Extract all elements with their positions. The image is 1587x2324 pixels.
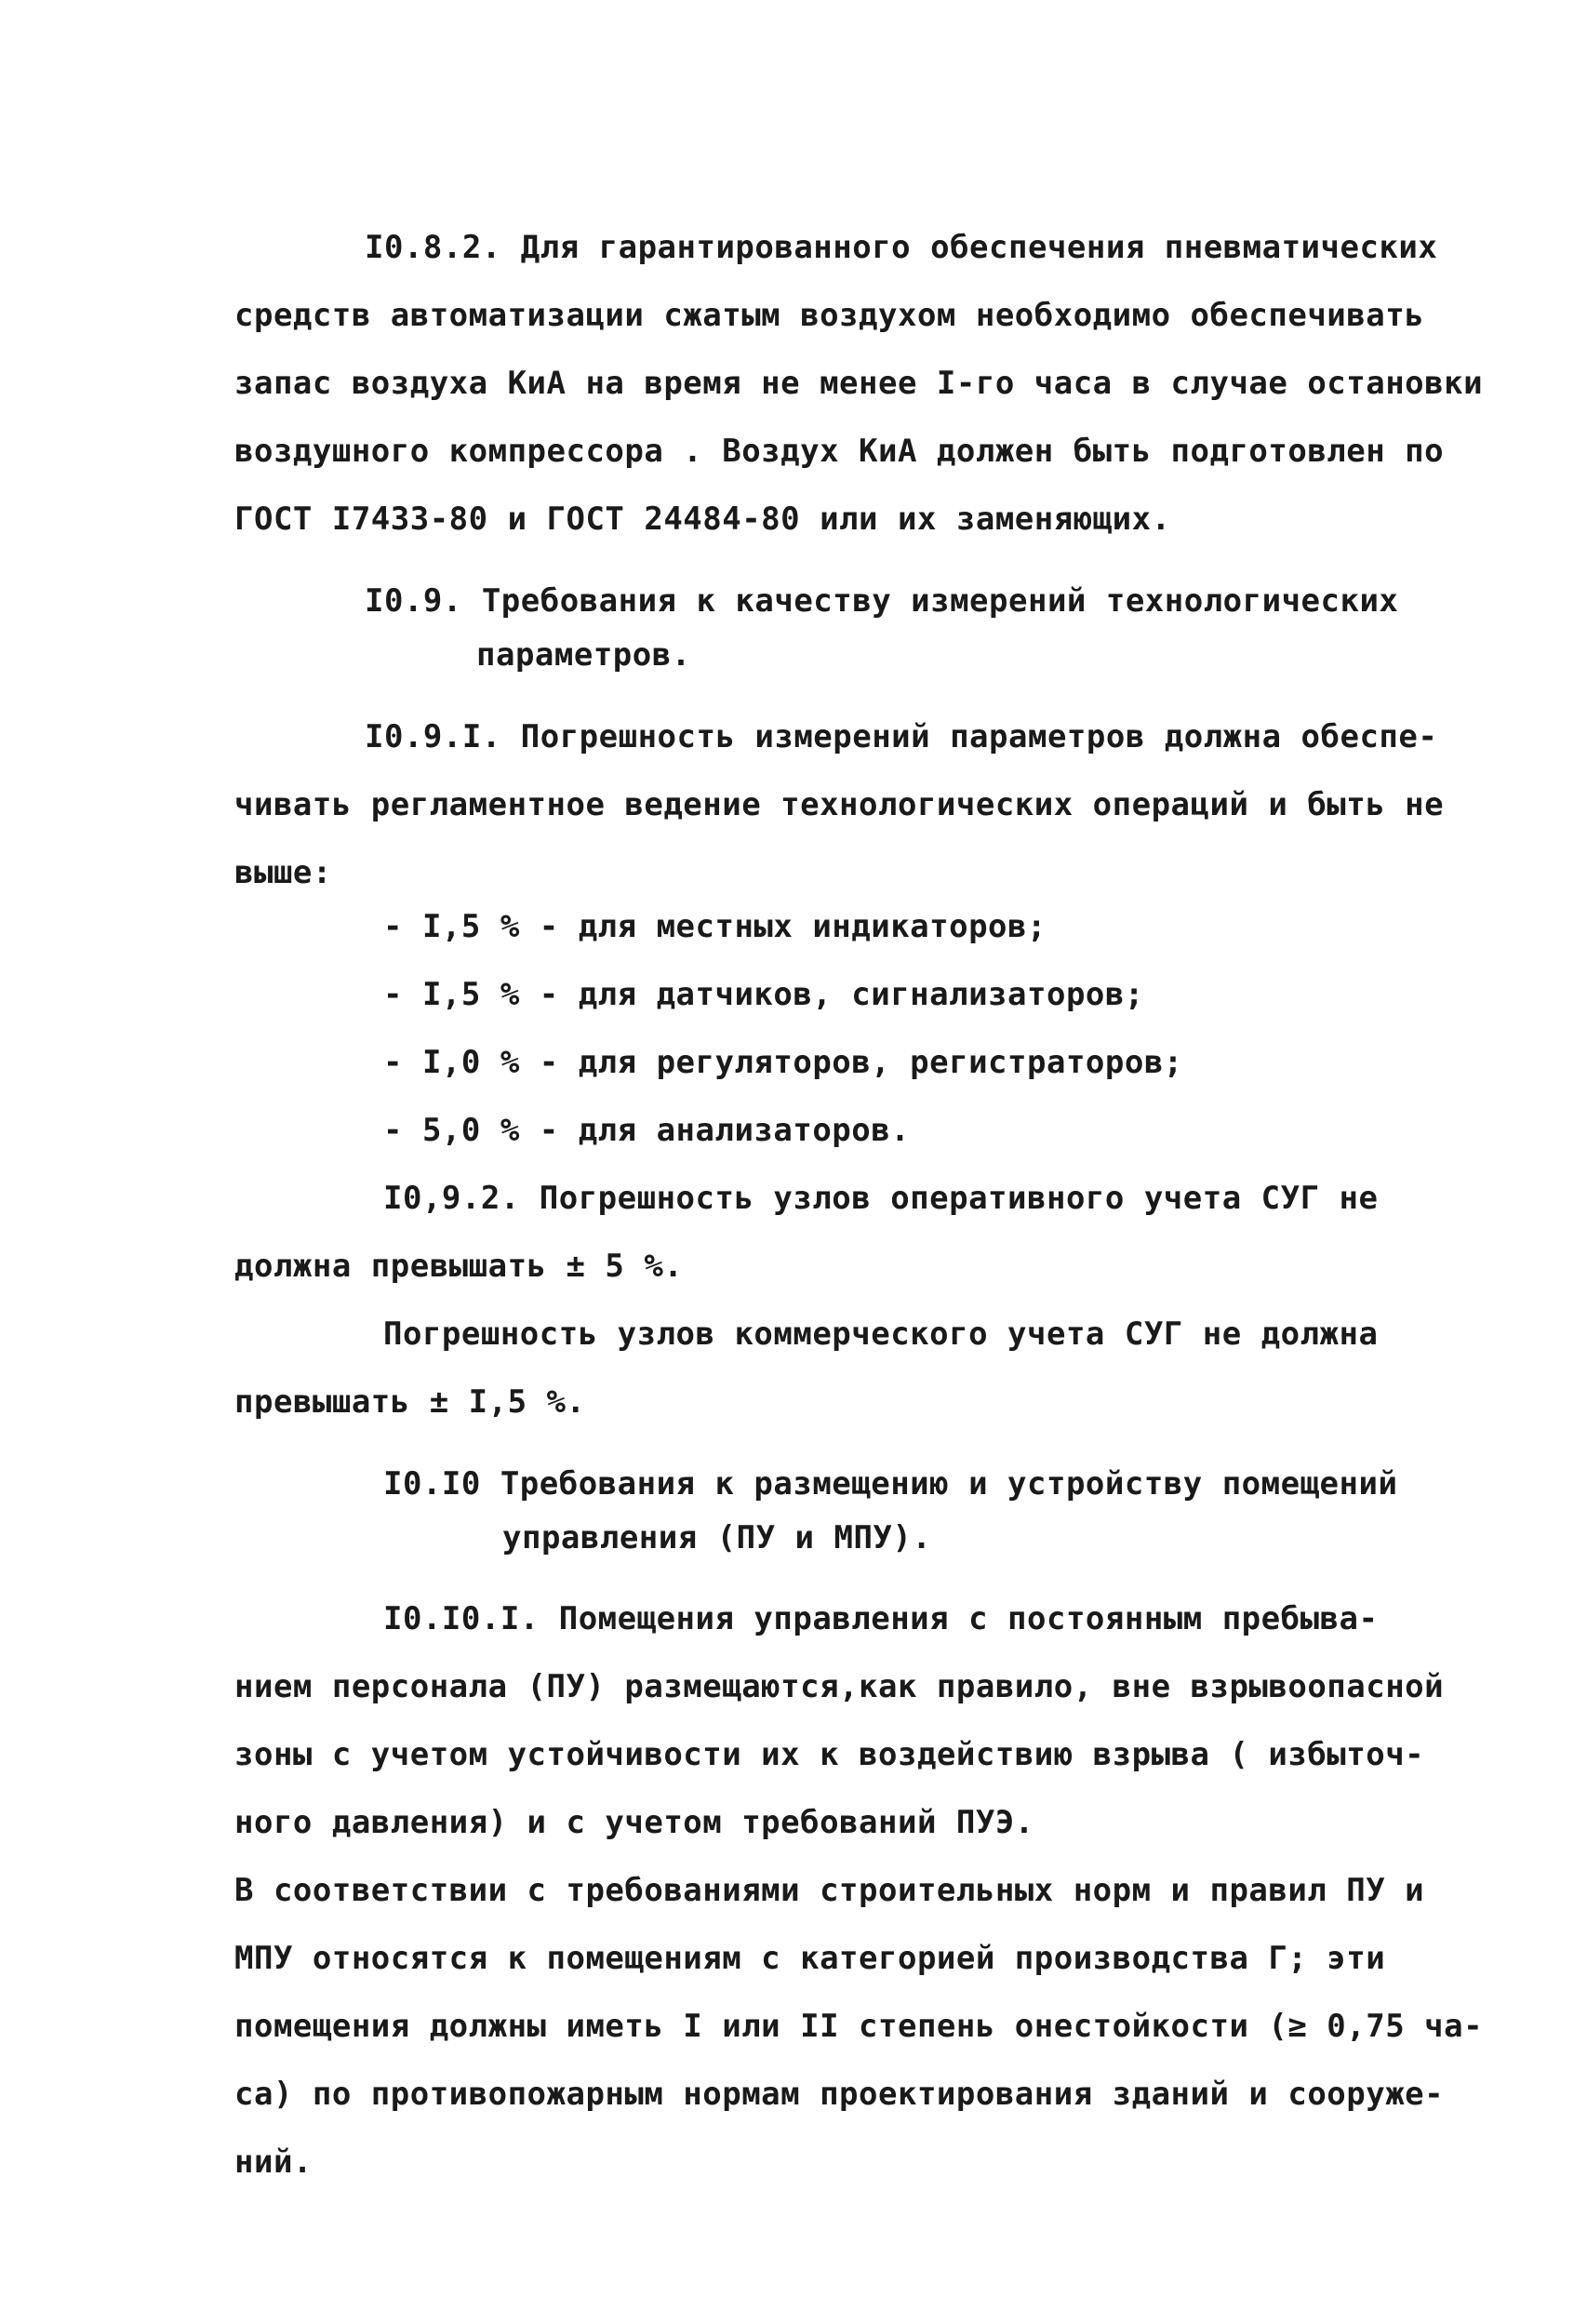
- clause-10-9-1-line-2: чивать регламентное ведение технологических операций и быть не: [234, 786, 1445, 823]
- clause-10-10-1-line-1: I0.I0.I. Помещения управления с постоянным пребыва-: [383, 1600, 1379, 1637]
- clause-10-9-2-line-2: должна превышать ± 5 %.: [234, 1248, 684, 1285]
- clause-10-8-2-line-5: ГОСТ I7433-80 и ГОСТ 24484-80 или их заменяющих.: [234, 501, 1171, 538]
- clause-10-10-1-line-2: нием персонала (ПУ) размещаются,как правило, вне взрывоопасной: [234, 1668, 1445, 1705]
- clause-10-8-2-line-3: запас воздуха КиА на время не менее I-го часа в случае остановки: [234, 365, 1484, 402]
- clause-10-9-2-line-1: I0,9.2. Погрешность узлов оперативного учета СУГ не: [383, 1180, 1379, 1217]
- clause-10-9-1-line-1: I0.9.I. Погрешность измерений параметров должна обеспе-: [365, 718, 1438, 755]
- section-10-9-heading-line-1: I0.9. Требования к качеству измерений технологических: [365, 582, 1399, 620]
- fire-rating-line-4: са) по противопожарным нормам проектирования зданий и сооруже-: [234, 2076, 1445, 2113]
- clause-10-8-2-line-1: I0.8.2. Для гарантированного обеспечения пневматических: [365, 229, 1438, 266]
- list-item: - I,0 % - для регуляторов, регистраторов;: [383, 1044, 1183, 1081]
- clause-10-8-2-line-4: воздушного компрессора . Воздух КиА должен быть подготовлен по: [234, 433, 1445, 470]
- fire-rating-line-5: ний.: [234, 2144, 313, 2181]
- commercial-accuracy-line-1: Погрешность узлов коммерческого учета СУГ не должна: [383, 1316, 1379, 1353]
- fire-rating-line-2: МПУ относятся к помещениям с категорией производства Г; эти: [234, 1940, 1386, 1977]
- clause-10-8-2-line-2: средств автоматизации сжатым воздухом необходимо обеспечивать: [234, 297, 1425, 334]
- section-10-10-heading-line-1: I0.I0 Требования к размещению и устройству помещений: [383, 1465, 1398, 1503]
- fire-rating-line-3: помещения должны иметь I или II степень онестойкости (≥ 0,75 ча-: [234, 2008, 1484, 2045]
- list-item: - I,5 % - для датчиков, сигнализаторов;: [383, 976, 1144, 1013]
- section-10-10-heading-line-2: управления (ПУ и МПУ).: [502, 1519, 932, 1556]
- list-item: - I,5 % - для местных индикаторов;: [383, 908, 1047, 945]
- list-item: - 5,0 % - для анализаторов.: [383, 1112, 911, 1149]
- clause-10-9-1-line-3: выше:: [234, 854, 332, 891]
- commercial-accuracy-line-2: превышать ± I,5 %.: [234, 1383, 586, 1421]
- fire-rating-line-1: В соответствии с требованиями строительных норм и правил ПУ и: [234, 1872, 1425, 1909]
- clause-10-10-1-line-3: зоны с учетом устойчивости их к воздействию взрыва ( избыточ-: [234, 1736, 1425, 1773]
- section-10-9-heading-line-2: параметров.: [476, 636, 691, 674]
- clause-10-10-1-line-4: ного давления) и с учетом требований ПУЭ.: [234, 1804, 1034, 1841]
